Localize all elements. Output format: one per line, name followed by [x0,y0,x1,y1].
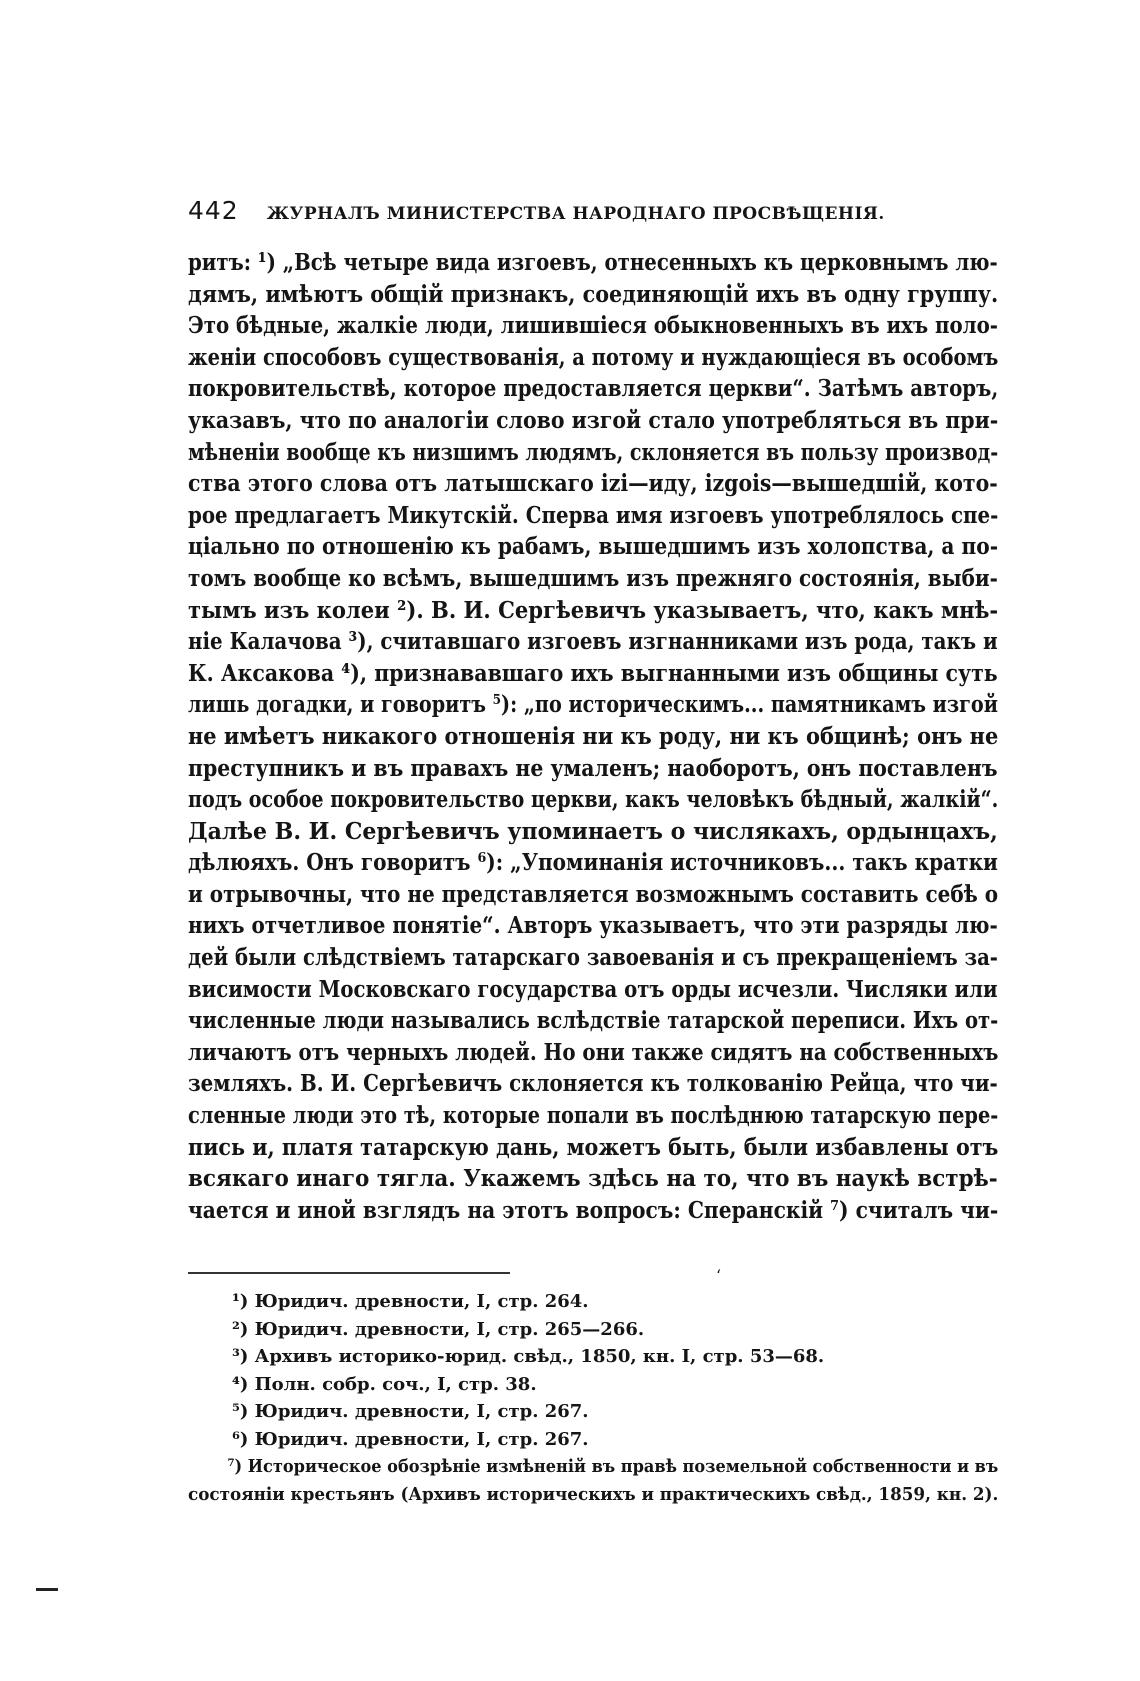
text-line: чается и иной взглядъ на этотъ вопросъ: Сперанскій ⁷) считалъ чи- [188,1195,999,1224]
text-line: покровительствѣ, которое предоставляется церкви“. Затѣмъ авторъ, [188,374,999,403]
text-line: рое предлагаетъ Микутскій. Сперва имя изгоевъ употреблялось спе- [188,500,999,529]
text-line: не имѣетъ никакого отношенія ни къ роду, ни къ общинѣ; онъ не [188,721,999,750]
text-line: тымъ изъ колеи ²). В. И. Сергѣевичъ указываетъ, что, какъ мнѣ- [188,595,999,624]
text-line: мѣненіи вообще къ низшимъ людямъ, склоняется въ пользу производ- [188,437,999,466]
text-line: личаютъ отъ черныхъ людей. Но они также сидятъ на собственныхъ [188,1037,999,1066]
text-line: ства этого слова отъ латышскаго izi—иду, izgois—вышедшій, кото- [188,469,998,498]
text-line: и отрывочны, что не представляется возможнымъ составить себѣ о [188,879,999,908]
margin-mark [36,1588,58,1591]
text-line: земляхъ. В. И. Сергѣевичъ склоняется къ толкованію Рейца, что чи- [188,1069,998,1098]
footnote-separator [188,1272,510,1274]
text-line: ритъ: ¹) „Всѣ четыре вида изгоевъ, отнесенныхъ къ церковнымъ лю- [188,248,998,276]
footnote: ⁷) Историческое обозрѣніе измѣненій въ правѣ поземельной собственности и въ [227,1456,999,1477]
page-header [188,196,998,225]
running-title: ЖУРНАЛЪ МИНИСТЕРСТВА НАРОДНАГО ПРОСВѢЩЕНІЯ. [266,204,885,224]
main-text [188,247,998,1226]
text-line: К. Аксакова ⁴), признававшаго ихъ выгнанными изъ общины суть [188,658,998,687]
text-line: пись и, платя татарскую дань, можетъ быть, были избавлены отъ [188,1132,999,1161]
footnote: ²) Юридич. древности, I, стр. 265—266. [232,1318,645,1340]
text-line: висимости Московскаго государства отъ орды исчезли. Числяки или [188,974,998,1003]
text-line: женіи способовъ существованія, а потому и нуждающіеся въ особомъ [188,342,999,371]
text-line: указавъ, что по аналогіи слово изгой стало употребляться въ при- [188,405,999,434]
footnote: ⁵) Юридич. древности, I, стр. 267. [232,1401,589,1422]
page-number: 442 [188,196,239,225]
text-line: всякаго инаго тягла. Укажемъ здѣсь на то, что въ наукѣ встрѣ- [188,1164,998,1193]
footnote: ⁶) Юридич. древности, I, стр. 267. [232,1428,589,1450]
text-line: сленные люди это тѣ, которые попали въ послѣднюю татарскую пере- [188,1101,999,1130]
footnote: состояніи крестьянъ (Архивъ историческихъ и практическихъ свѣд., 1859, кн. 2). [188,1483,999,1505]
footnote: ¹) Юридич. древности, I, стр. 264. [232,1291,589,1312]
footnote: ⁴) Полн. собр. соч., I, стр. 38. [232,1373,537,1395]
text-line: дямъ, имѣютъ общій признакъ, соединяющій ихъ въ одну группу. [188,279,999,308]
text-line: преступникъ и въ правахъ не умаленъ; наоборотъ, онъ поставленъ [188,753,998,782]
text-line: томъ вообще ко всѣмъ, вышедшимъ изъ прежняго состоянія, выби- [188,563,998,592]
text-line: ніе Калачова ³), считавшаго изгоевъ изгнанниками изъ рода, такъ и [188,627,998,656]
text-line: Далѣе В. И. Сергѣевичъ упоминаетъ о числякахъ, ордынцахъ, [188,816,998,845]
footnotes [188,1288,998,1508]
text-line: численные люди назывались вслѣдствіе татарской переписи. Ихъ от- [188,1006,999,1035]
text-line: подъ особое покровительство церкви, какъ человѣкъ бѣдный, жалкій“. [188,785,999,814]
text-line: ціально по отношенію къ рабамъ, вышедшимъ изъ холопства, а по- [188,532,999,561]
ink-mark: ʻ [716,1266,722,1285]
text-line: дѣлюяхъ. Онъ говоритъ ⁶): „Упоминанія источниковъ... такъ кратки [188,848,998,877]
text-line: лишь догадки, и говоритъ ⁵): „по историческимъ... памятникамъ изгой [188,690,998,719]
text-line: нихъ отчетливое понятіе“. Авторъ указываетъ, что эти разряды лю- [188,911,998,940]
footnote: ³) Архивъ историко-юрид. свѣд., 1850, кн. I, стр. 53—68. [232,1346,825,1367]
text-line: дей были слѣдствіемъ татарскаго завоеванія и съ прекращеніемъ за- [188,943,998,972]
text-line: Это бѣдные, жалкіе люди, лишившіеся обыкновенныхъ въ ихъ поло- [188,311,998,340]
